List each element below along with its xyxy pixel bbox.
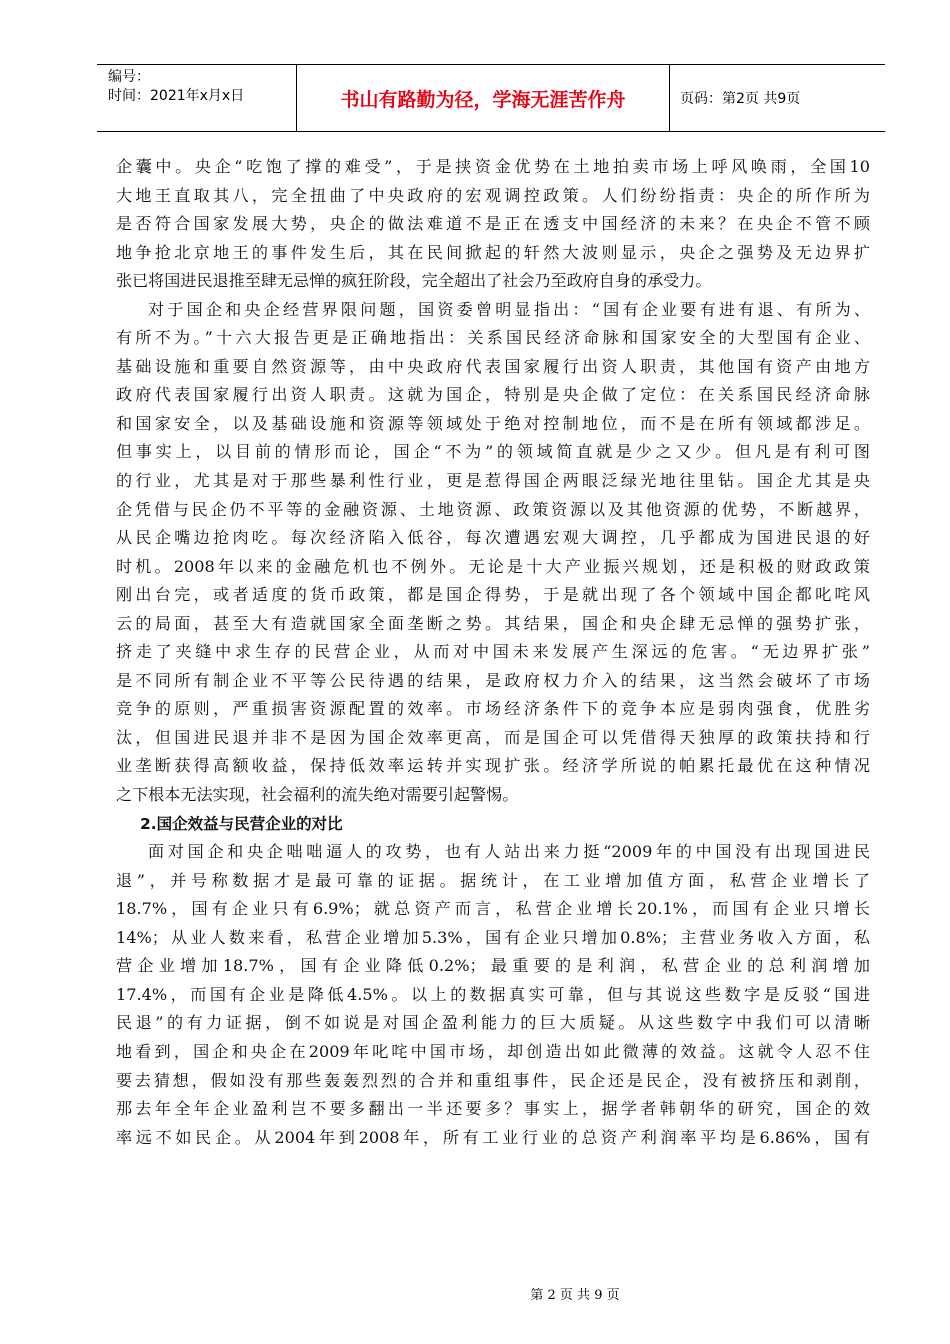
text-line: 面对国企和央企咄咄逼人的攻势，也有人站出来力挺“2009年的中国没有出现国进民 [148,842,870,862]
footer-page-number: 第 2 页 共 9 页 [530,1288,620,1303]
text-line: 退”，并号称数据才是最可靠的证据。据统计，在工业增加值方面，私营企业增长了 [116,870,870,890]
header-motto: 书山有路勤为径，学海无涯苦作舟 [297,65,670,131]
text-line: 从民企嘴边抢肉吃。每次经济陷入低谷，每次遭遇宏观大调控，几乎都成为国进民退的好 [116,528,870,548]
page-header [97,64,885,132]
text-line: 是不同所有制企业不平等公民待遇的结果，是政府权力介入的结果，这当然会破坏了市场 [116,670,870,690]
text-line: 对于国企和央企经营界限问题，国资委曾明显指出：“国有企业要有进有退、有所为、 [148,299,870,319]
text-line: 大地王直取其八，完全扭曲了中央政府的宏观调控政策。人们纷纷指责：央企的所作所为 [116,185,870,205]
text-line: 云的局面，甚至大有造就国家全面垄断之势。其结果，国企和央企肆无忌惮的强势扩张， [116,613,870,633]
text-line: 17.4%，而国有企业是降低4.5%。以上的数据真实可靠，但与其说这些数字是反驳“国进 [116,984,870,1004]
text-line: 汰，但国进民退并非不是因为国企效率更高，而是国企可以凭借得天独厚的政策扶持和行 [116,727,870,747]
text-line: 要去猜想，假如没有那些轰轰烈烈的合并和重组事件，民企还是民企，没有被挤压和剥削， [116,1070,870,1090]
text-line: 18.7%，国有企业只有6.9%；就总资产而言，私营企业增长20.1%，而国有企业只增长 [116,899,870,919]
text-line: 有所不为。”十六大报告更是正确地指出：关系国民经济命脉和国家安全的大型国有企业、 [116,328,870,348]
serial-label: 编号： [108,69,150,85]
text-line: 企凭借与民企仍不平等的金融资源、土地资源、政策资源以及其他资源的优势，不断越界， [116,499,870,519]
text-line: 刚出台完，或者适度的货币政策，都是国企得势，于是就出现了各个领域中国企都叱咤风 [116,585,870,605]
text-line: 时机。2008年以来的金融危机也不例外。无论是十大产业振兴规划，还是积极的财政政策 [116,556,870,576]
text-line: 是否符合国家发展大势，央企的做法难道不是正在透支中国经济的未来？在央企不管不顾 [116,214,870,234]
document-body [116,153,870,1152]
text-line: 张已将国进民退推至肆无忌惮的疯狂阶段，完全超出了社会乃至政府自身的承受力。 [116,271,712,291]
text-line: 14%；从业人数来看，私营企业增加5.3%，国有企业只增加0.8%；主营业务收入方面，私 [116,927,870,947]
text-line: 挤走了夹缝中求生存的民营企业，从而对中国未来发展产生深远的危害。“无边界扩张” [116,642,870,662]
text-line: 业垄断获得高额收益，保持低效率运转并实现扩张。经济学所说的帕累托最优在这种情况 [116,756,870,776]
header-meta [97,65,297,131]
text-line: 地争抢北京地王的事件发生后，其在民间掀起的轩然大波则显示，央企之强势及无边界扩 [116,242,870,262]
text-line: 但事实上，以目前的情形而论，国企“不为”的领域简直就是少之又少。但凡是有利可图 [116,442,870,462]
text-line: 民退”的有力证据，倒不如说是对国企盈利能力的巨大质疑。从这些数字中我们可以清晰 [116,1013,870,1033]
header-page-number: 页码：第2页 共9页 [680,91,801,107]
text-line: 政府代表国家履行出资人职责。这就为国企，特别是央企做了定位：在关系国民经济命脉 [116,385,870,405]
text-line: 之下根本无法实现，社会福利的流失绝对需要引起警惕。 [116,785,519,805]
text-line: 和国家安全，以及基础设施和资源等领域处于绝对控制地位，而不是在所有领域都涉足。 [116,413,870,433]
text-line: 基础设施和重要自然资源等，由中央政府代表国家履行出资人职责，其他国有资产由地方 [116,356,870,376]
text-line: 那去年全年企业盈利岂不要多翻出一半还要多？事实上，据学者韩朝华的研究，国企的效 [116,1099,870,1119]
text-line: 营企业增加18.7%，国有企业降低0.2%；最重要的是利润，私营企业的总利润增加 [116,956,870,976]
text-line: 的行业，尤其是对于那些暴利性行业，更是惹得国企两眼泛绿光地往里钻。国企尤其是央 [116,471,870,491]
text-line: 地看到，国企和央企在2009年叱咤中国市场，却创造出如此微薄的效益。这就令人忍不住 [116,1041,870,1061]
text-line: 竞争的原则，严重损害资源配置的效率。市场经济条件下的竞争本应是弱肉强食，优胜劣 [116,699,870,719]
section-heading: 2.国企效益与民营企业的对比 [140,814,343,833]
text-line: 率远不如民企。从2004年到2008年，所有工业行业的总资产利润率平均是6.86%，国有 [116,1127,870,1147]
text-line: 企囊中。央企“吃饱了撑的难受”，于是挟资金优势在土地拍卖市场上呼风唤雨，全国10 [116,157,870,176]
time-label: 时间：2021年x月x日 [108,88,245,104]
page-footer [0,1284,950,1303]
